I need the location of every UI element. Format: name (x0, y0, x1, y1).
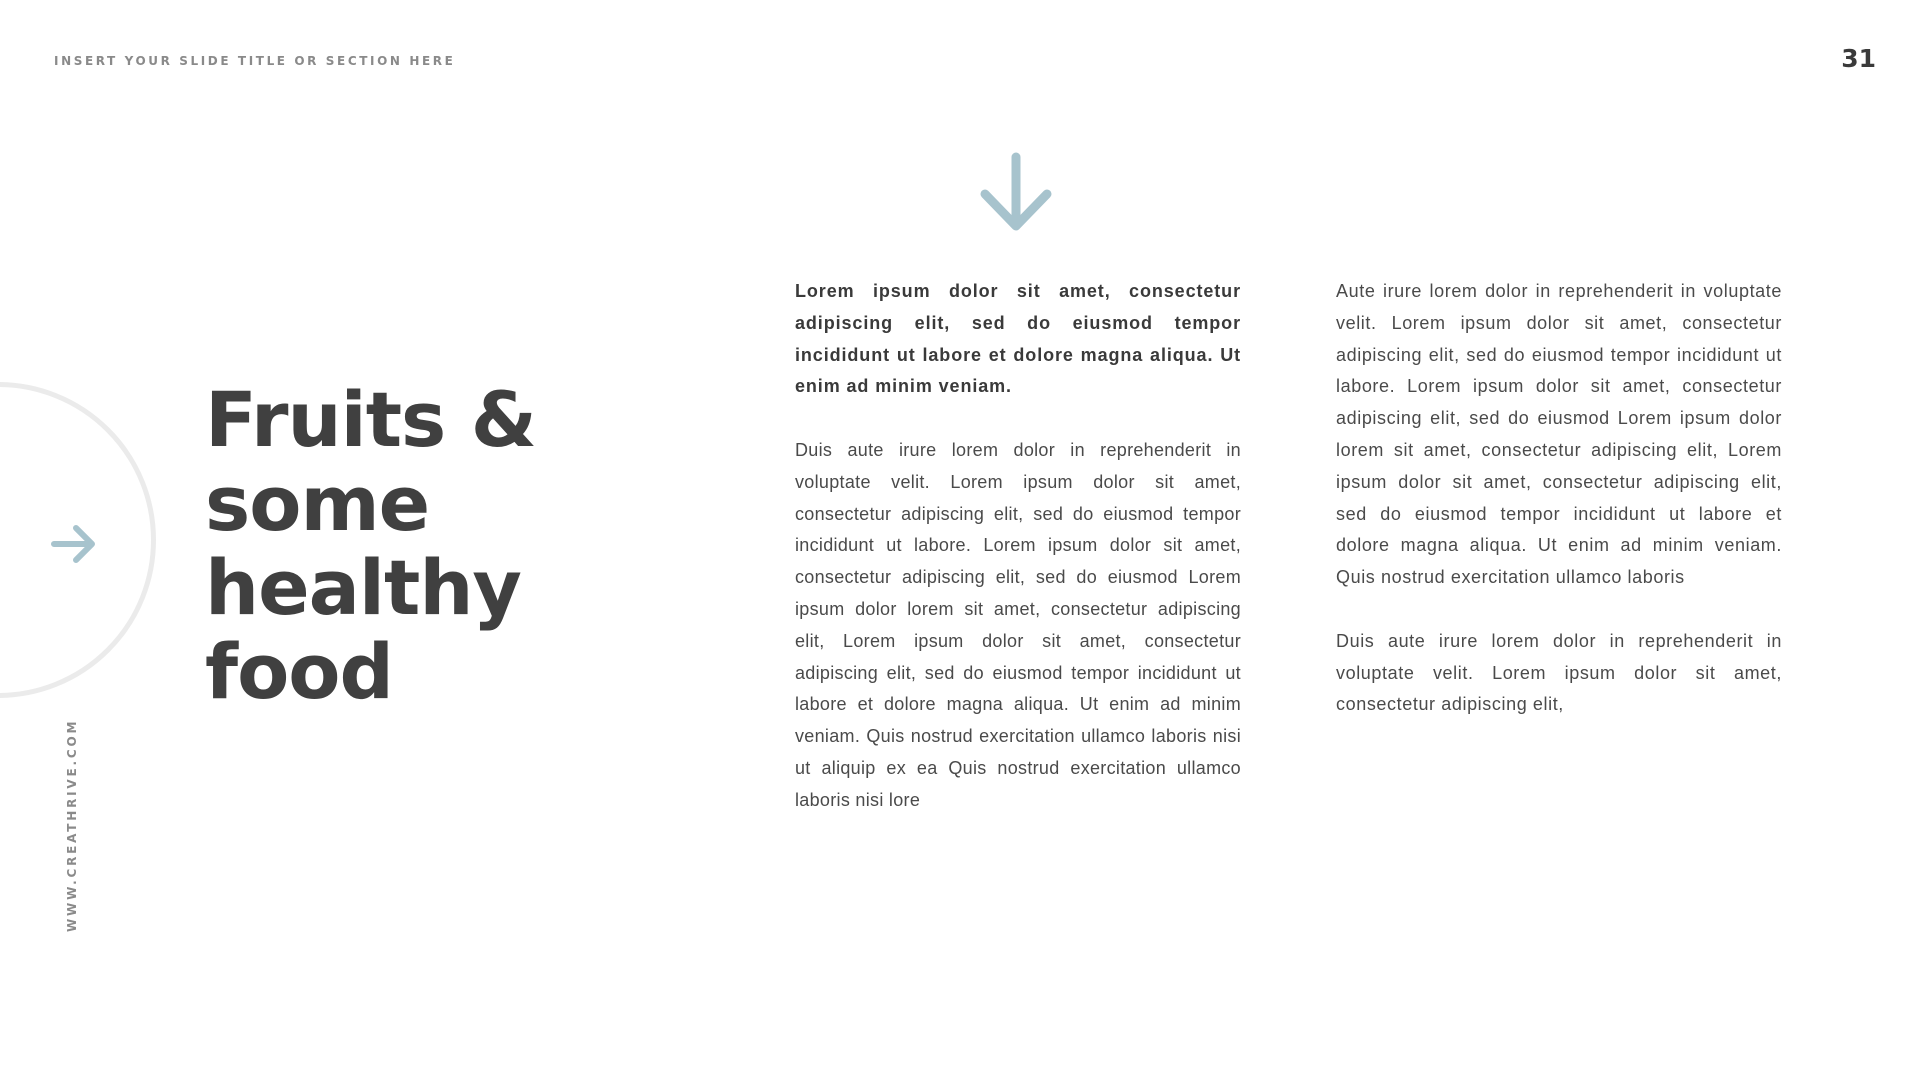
text-column-left (795, 276, 1241, 848)
body-paragraph-2: Duis aute irure lorem dolor in reprehenderit in voluptate velit. Lorem ipsum dolor sit amet, consectetur adipiscing elit, (1336, 630, 1782, 715)
arrow-right-icon (50, 522, 98, 566)
section-title: INSERT YOUR SLIDE TITLE OR SECTION HERE (54, 54, 456, 68)
slide-headline: Fruits & some healthy food (205, 375, 536, 716)
page-number: 31 (1841, 44, 1876, 73)
website-url: WWW.CREATHRIVE.COM (65, 718, 79, 932)
body-paragraph: Duis aute irure lorem dolor in reprehenderit in voluptate velit. Lorem ipsum dolor sit amet, consectetur adipiscing elit, sed do eiusmod tempor incididunt ut labore. Lorem ipsum dolor sit amet, consectetur adipiscing elit, sed do eiusmod Lorem ipsum dolor lorem sit amet, consectetur adipiscing elit, Lorem ipsum dolor sit amet, consectetur adipiscing elit, sed do eiusmod tempor incididunt ut labore et dolore magna aliqua. Ut enim ad minim veniam. Quis nostrud exercitation ullamco laboris nisi ut aliquip ex ea Quis nostrud exercitation ullamco laboris nisi lore (795, 439, 1241, 810)
body-paragraph-1: Aute irure lorem dolor in reprehenderit in voluptate velit. Lorem ipsum dolor sit amet, consectetur adipiscing elit, sed do eiusmod tempor incididunt ut labore. Lorem ipsum dolor sit amet, consectetur adipiscing elit, sed do eiusmod Lorem ipsum dolor lorem sit amet, consectetur adipiscing elit, Lorem ipsum dolor sit amet, consectetur adipiscing elit, sed do eiusmod tempor incididunt ut labore et dolore magna aliqua. Ut enim ad minim veniam. Quis nostrud exercitation ullamco laboris (1336, 281, 1782, 588)
arrow-down-icon (979, 152, 1053, 232)
lead-paragraph: Lorem ipsum dolor sit amet, consectetur adipiscing elit, sed do eiusmod tempor incididunt ut labore et dolore magna aliqua. Ut enim ad minim veniam. (795, 281, 1241, 397)
text-column-right (1336, 276, 1782, 753)
